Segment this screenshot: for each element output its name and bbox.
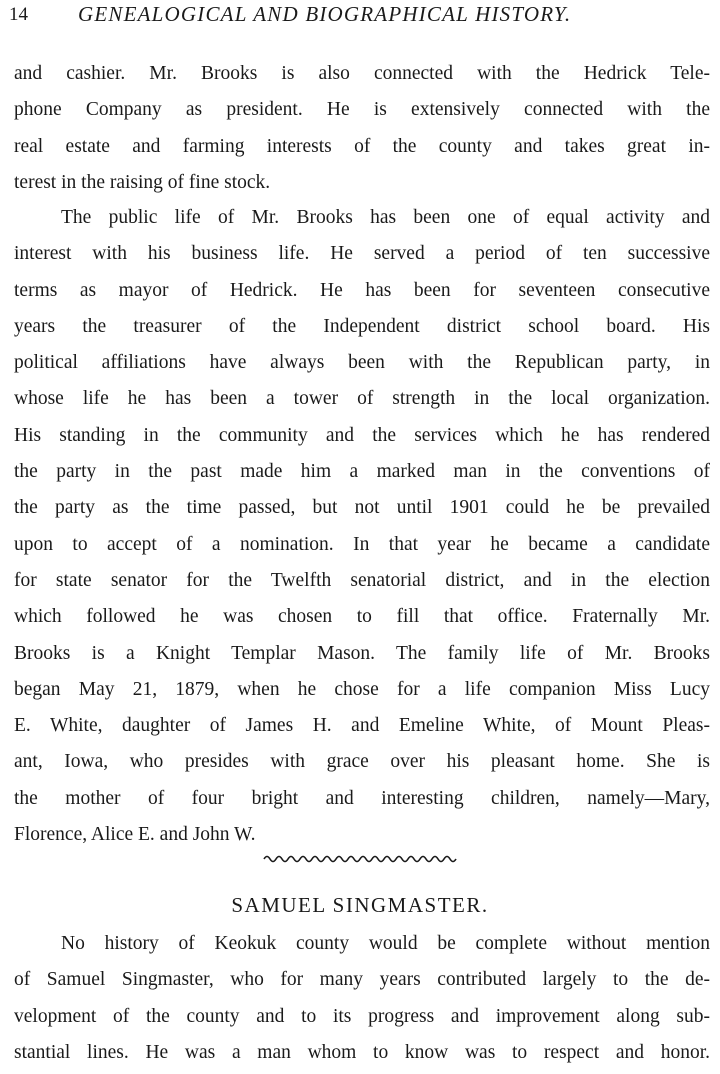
text-line: interest with his business life. He served a period of ten successive — [14, 243, 710, 265]
text-line: years the treasurer of the Independent district school board. His — [14, 315, 710, 337]
page-number: 14 — [9, 4, 28, 25]
wavy-divider-ornament — [0, 852, 720, 870]
text-line: stantial lines. He was a man whom to know was to respect and honor. — [14, 1041, 710, 1063]
paragraph-singmaster — [14, 926, 710, 1071]
section-title: SAMUEL SINGMASTER. — [231, 893, 489, 917]
text-line: political affiliations have always been with the Republican party, in — [14, 352, 710, 374]
paragraph-public-life — [14, 200, 710, 853]
text-line: terest in the raising of fine stock. — [14, 171, 271, 193]
text-line: the mother of four bright and interesting children, namely—Mary, — [14, 787, 710, 809]
text-line: ant, Iowa, who presides with grace over his pleasant home. She is — [14, 751, 710, 773]
text-line: phone Company as president. He is extensively connected with the — [14, 99, 710, 121]
text-line: the party as the time passed, but not until 1901 could he be prevailed — [14, 497, 710, 519]
text-line: whose life he has been a tower of strength in the local organization. — [14, 388, 710, 410]
running-head: GENEALOGICAL AND BIOGRAPHICAL HISTORY. — [78, 2, 572, 26]
text-line: Florence, Alice E. and John W. — [14, 824, 256, 846]
paragraph-continued — [14, 56, 710, 201]
text-line: velopment of the county and to its progress and improvement along sub- — [14, 1005, 710, 1027]
text-line: the party in the past made him a marked man in the conventions of — [14, 461, 710, 483]
text-line: of Samuel Singmaster, who for many years contributed largely to the de- — [14, 969, 710, 991]
text-line: and cashier. Mr. Brooks is also connected with the Hedrick Tele- — [14, 63, 710, 84]
page-header — [9, 2, 710, 32]
text-line: No history of Keokuk county would be complete without mention — [61, 933, 710, 954]
text-line: upon to accept of a nomination. In that year he became a candidate — [14, 533, 710, 555]
text-line: Brooks is a Knight Templar Mason. The family life of Mr. Brooks — [14, 642, 710, 664]
text-line: for state senator for the Twelfth senatorial district, and in the election — [14, 569, 710, 591]
text-line: E. White, daughter of James H. and Emeline White, of Mount Pleas- — [14, 715, 710, 737]
text-line: real estate and farming interests of the county and takes great in- — [14, 135, 710, 157]
text-line: The public life of Mr. Brooks has been one of equal activity and — [61, 207, 710, 228]
text-line: His standing in the community and the services which he has rendered — [14, 424, 710, 446]
text-line: which followed he was chosen to fill that office. Fraternally Mr. — [14, 606, 710, 628]
text-line: began May 21, 1879, when he chose for a life companion Miss Lucy — [14, 678, 710, 700]
text-line: terms as mayor of Hedrick. He has been for seventeen consecutive — [14, 279, 710, 301]
